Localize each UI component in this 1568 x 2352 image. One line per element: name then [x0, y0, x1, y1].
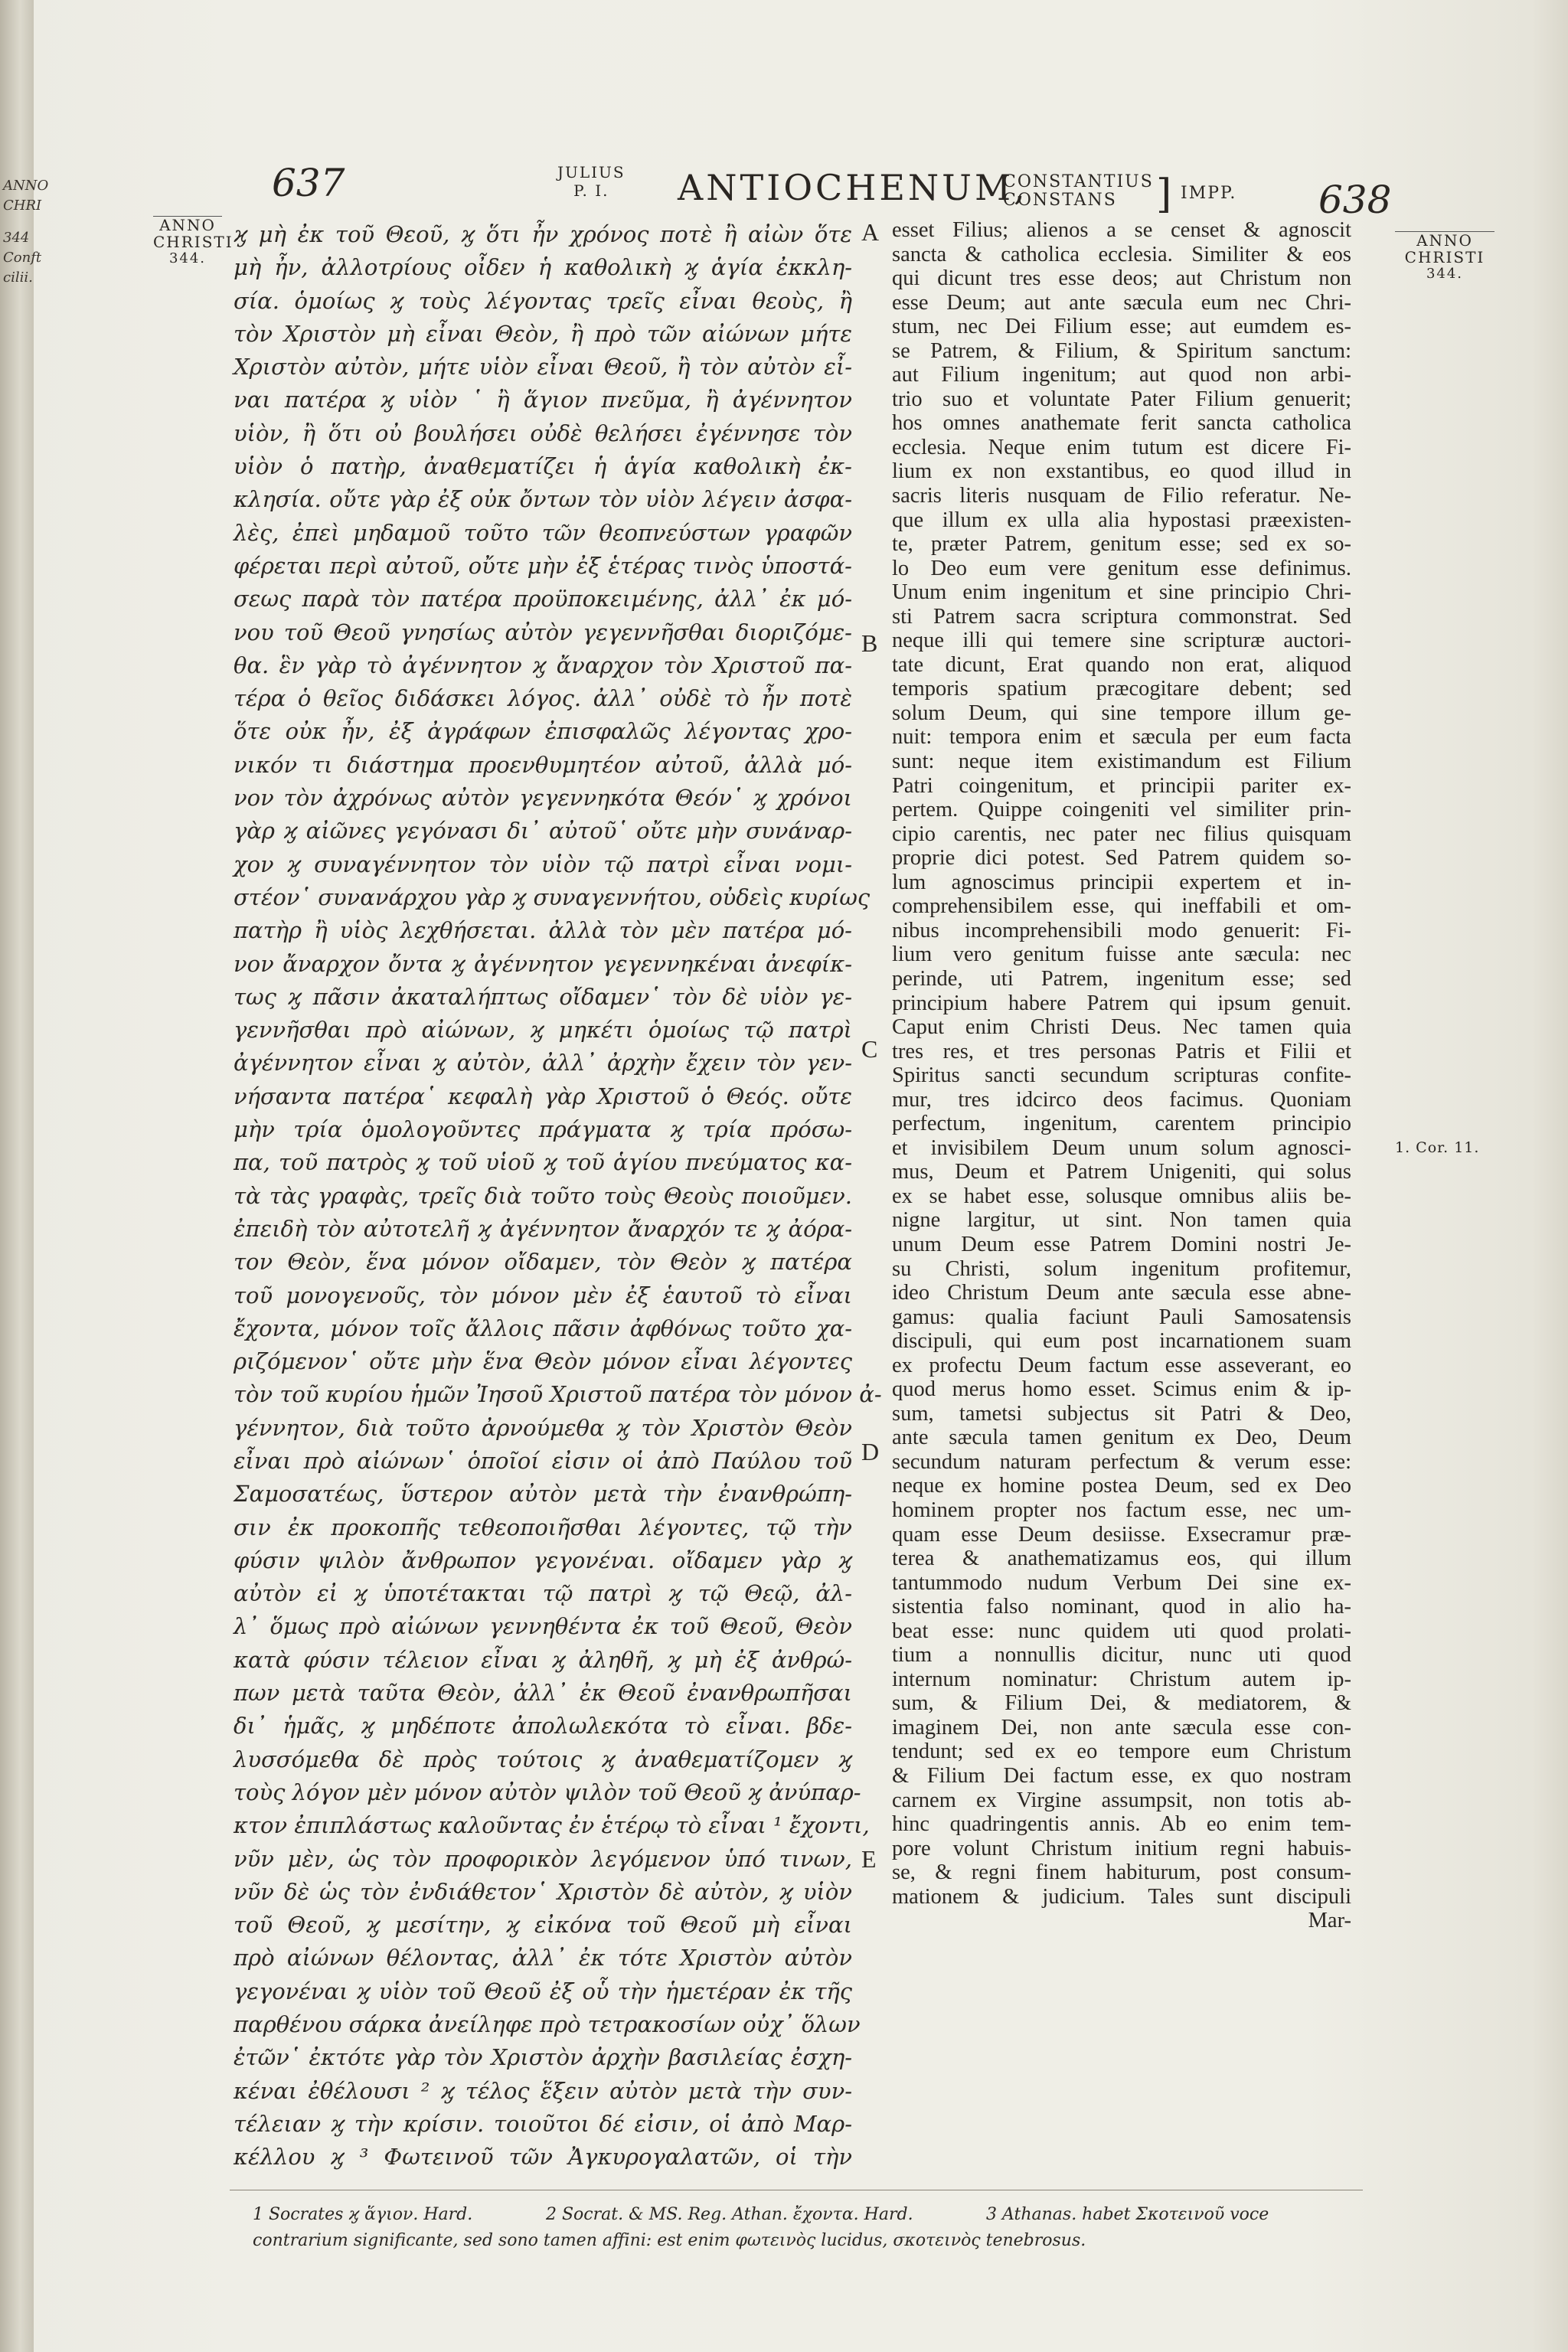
greek-line: τως ϗ πᾶσιν ἀκαταλήπτως οἴδαμεν῾ τὸν δὲ υἱὸν γε- [234, 983, 852, 1010]
latin-line: lum agnoscimus principii expertem et in- [892, 870, 1351, 894]
latin-line: mur, tres idcirco deos facimus. Quoniam [892, 1087, 1351, 1112]
margin-year-value: 344. [168, 250, 207, 266]
latin-line: perfectum, ingenitum, carentem principio [892, 1112, 1351, 1136]
latin-line: stum, nec Dei Filium esse; aut eumdem es- [892, 315, 1351, 339]
greek-line: παρθένου σάρκα ἀνείληφε πρὸ τετρακοσίων οὐχ᾽ ὅλων [234, 2011, 861, 2038]
latin-line: solum Deum, qui sine tempore illum ge- [892, 701, 1351, 725]
latin-line: perinde, uti Patrem, ingenitum esse; sed [892, 966, 1351, 991]
greek-text-column [234, 218, 882, 2174]
greek-line: σιν ἐκ προκοπῆς τεθεοποιῆσθαι λέγοντες, τῷ τὴν [234, 1514, 852, 1540]
greek-line: κλησία. οὔτε γὰρ ἐξ οὐκ ὄντων τὸν υἱὸν λέγειν ἀσφα- [234, 486, 852, 513]
prev-fragment: 344 [3, 230, 30, 246]
greek-line: νῦν δὲ ὡς τὸν ἐνδιάθετον῾ Χριστὸν δὲ αὐτὸν, ϗ υἱὸν [234, 1878, 852, 1905]
greek-line: νῦν μὲν, ὡς τὸν προφορικὸν λεγόμενον ὑπό τινων, [234, 1845, 852, 1872]
latin-line: pore volunt Christum initium regni habuis- [892, 1836, 1351, 1860]
latin-line: sum, & Filium Dei, & mediatorem, & [892, 1691, 1351, 1716]
header-julius-line: JULIUS [557, 163, 626, 181]
previous-page-strip [0, 0, 49, 2352]
latin-line: discipuli, qui eum post incarnationem suam [892, 1329, 1351, 1354]
greek-line: νον τὸν ἀχρόνως αὐτὸν γεγεννηκότα Θεόν῾ ϗ χρόνοι [234, 785, 852, 812]
greek-line: πα, τοῦ πατρὸς ϗ τοῦ υἱοῦ ϗ τοῦ ἁγίου πνεύματος κα- [234, 1149, 852, 1176]
running-title: ANTIOCHENUM, [678, 167, 1028, 208]
latin-line: secundum naturam perfectum & verum esse: [892, 1449, 1351, 1474]
greek-line: φύσιν ψιλὸν ἄνθρωπον γεγονέναι. οἴδαμεν γὰρ ϗ [234, 1547, 852, 1573]
latin-line: sunt: neque item existimandum est Filium [892, 750, 1351, 774]
latin-line: & Filium Dei factum esse, ex quo nostram [892, 1764, 1351, 1788]
greek-line: κέναι ἐθέλουσι ² ϗ τέλος ἕξειν αὐτὸν μετὰ τὴν συν- [234, 2077, 852, 2104]
greek-line: τὰ τὰς γραφὰς, τρεῖς διὰ τοῦτο τοὺς Θεοὺς ποιοῦμεν. [234, 1182, 852, 1209]
latin-line: neque illi qui temere sine scripturæ auctori- [892, 629, 1351, 653]
greek-line: πων μετὰ ταῦτα Θεὸν, ἀλλ᾽ ἐκ Θεοῦ ἐνανθρωπῆσαι [234, 1680, 852, 1707]
latin-line: ante sæcula tamen genitum ex Deo, Deum [892, 1426, 1351, 1450]
latin-line: qui dicunt tres esse deos; aut Christum non [892, 266, 1351, 291]
greek-line: νικόν τι διάστημα προενθυμητέον αὐτοῦ, ἀλλὰ μό- [234, 751, 852, 778]
footnote-2: 2 Socrat. & MS. Reg. Athan. ἔχοντα. Hard. [546, 2205, 913, 2224]
greek-line: κέλλου ϗ ³ Φωτεινοῦ τῶν Ἀγκυρογαλατῶν, οἱ τὴν [234, 2144, 852, 2171]
greek-line: τον Θεὸν, ἕνα μόνον οἴδαμεν, τὸν Θεὸν ϗ πατέρα [234, 1249, 852, 1276]
greek-line: γὰρ ϗ αἰῶνες γεγόνασι δι᾽ αὐτοῦ῾ οὔτε μὴν συνάναρ- [234, 818, 852, 844]
latin-line: nigne largitur, ut sint. Non tamen quia [892, 1208, 1351, 1233]
greek-line: κτον ἐπιπλάστως καλοῦντας ἐν ἑτέρῳ τὸ εἶναι ¹ ἔχοντι, [234, 1812, 870, 1839]
latin-line: imaginem Dei, non ante sæcula esse con- [892, 1715, 1351, 1740]
section-letter-a: A [861, 218, 880, 246]
greek-line: σία. ὁμοίως ϗ τοὺς λέγοντας τρεῖς εἶναι θεοὺς, ἢ [234, 287, 852, 314]
latin-line: hominem propter nos factum esse, nec um- [892, 1498, 1351, 1522]
latin-line: tres res, et tres personas Patris et Filii et [892, 1039, 1351, 1063]
latin-line: sancta & catholica ecclesia. Similiter & eos [892, 242, 1351, 266]
latin-line: unum Deum esse Patrem Domini nostri Je- [892, 1232, 1351, 1256]
latin-line: hos omnes anathemate ferit sancta catholica [892, 411, 1351, 436]
latin-line: comprehensibilem esse, qui ineffabili et om- [892, 894, 1351, 919]
latin-line: internum nominatur: Christum autem ip- [892, 1667, 1351, 1691]
greek-line: τέρα ὁ θεῖος διδάσκει λόγος. ἀλλ᾽ οὐδὲ τὸ ἦν ποτὲ [234, 685, 852, 712]
latin-line: se, & regni finem habiturum, post consum- [892, 1860, 1351, 1885]
greek-line: χον ϗ συναγέννητον τὸν υἱὸν τῷ πατρὶ εἶναι νομι- [234, 851, 852, 877]
greek-line: τέλειαν ϗ τὴν κρίσιν. τοιοῦτοι δέ εἰσιν, οἱ ἀπὸ Μαρ- [234, 2110, 852, 2137]
greek-line: υἱὸν ὁ πατὴρ, ἀναθεματίζει ἡ ἁγία καθολικὴ ἐκ- [234, 453, 852, 480]
greek-line: ϗ μὴ ἐκ τοῦ Θεοῦ, ϗ ὅτι ἦν χρόνος ποτὲ ἢ αἰὼν ὅτε [234, 221, 852, 247]
section-letter-e: E [861, 1845, 877, 1873]
greek-line: σεως παρὰ τὸν πατέρα προϋποκειμένης, ἀλλ᾽ ἐκ μό- [234, 586, 852, 612]
latin-text-column [892, 218, 1351, 1933]
prev-fragment: ANNO [3, 178, 49, 194]
latin-line: sum, tametsi subjectus sit Patri & Deo, [892, 1401, 1351, 1426]
latin-line: esse Deum; aut ante sæcula eum nec Chri- [892, 290, 1351, 315]
latin-line: trio suo et voluntate Pater Filium genuerit; [892, 387, 1351, 411]
footnote-line [253, 2205, 472, 2224]
latin-line: se Patrem, & Filium, & Spiritum sanctum: [892, 338, 1351, 363]
latin-line: pertem. Quippe coingeniti vel similiter prin- [892, 798, 1351, 822]
greek-line: ἀγέννητον εἶναι ϗ αὐτὸν, ἀλλ᾽ ἀρχὴν ἔχειν τὸν γεν- [234, 1050, 852, 1076]
latin-line: principium habere Patrem qui ipsum genuit. [892, 991, 1351, 1015]
latin-line: lium ex non exstantibus, eo quod illud in [892, 459, 1351, 484]
latin-line: Mar- [1308, 1909, 1351, 1933]
footnote-1: 1 Socrates ϗ ἅγιον. Hard. [253, 2205, 473, 2224]
latin-line: que illum ex ulla alia hypostasi præexisten- [892, 508, 1351, 532]
latin-line: quam esse Deum desiisse. Exsecramur præ- [892, 1522, 1351, 1547]
greek-line: ἐπειδὴ τὸν αὐτοτελῆ ϗ ἀγέννητον ἄναρχόν τε ϗ ἀόρα- [234, 1215, 852, 1242]
greek-line: γεννῆσθαι πρὸ αἰώνων, ϗ μηκέτι ὁμοίως τῷ πατρὶ [234, 1017, 852, 1044]
header-impp: IMPP. [1181, 184, 1237, 203]
greek-line: θα. ἓν γὰρ τὸ ἀγέννητον ϗ ἄναρχον τὸν Χριστοῦ πα- [234, 652, 852, 678]
latin-line: terea & anathematizamus eos, qui illum [892, 1547, 1351, 1571]
latin-line: sti Patrem sacra scriptura commonstrat. Sed [892, 604, 1351, 629]
greek-line: νου τοῦ Θεοῦ γνησίως αὐτὸν γεγεννῆσθαι διοριζόμε- [234, 619, 852, 645]
latin-line: su Christi, solum ingenitum profitemur, [892, 1256, 1351, 1281]
header-bracket: ] [1156, 172, 1172, 217]
greek-line: ἔχοντα, μόνον τοῖς ἄλλοις πᾶσιν ἀφθόνως τοῦτο χα- [234, 1315, 852, 1341]
greek-line: εἶναι πρὸ αἰώνων῾ ὁποῖοί εἰσιν οἱ ἀπὸ Παύλου τοῦ [234, 1447, 852, 1474]
latin-line: Unum enim ingenitum et sine principio Chri- [892, 580, 1351, 605]
latin-line: mationem & judicium. Tales sunt discipuli [892, 1884, 1351, 1909]
footnote-3: 3 Athanas. habet Σκοτεινοῦ voce [986, 2205, 1269, 2224]
greek-line: τοῦ Θεοῦ, ϗ μεσίτην, ϗ εἰκόνα τοῦ Θεοῦ μὴ εἶναι [234, 1912, 852, 1939]
greek-line: Χριστὸν αὐτὸν, μήτε υἱὸν εἶναι Θεοῦ, ἢ τὸν αὐτὸν εἶ- [234, 354, 852, 381]
latin-line: ex se habet esse, solusque omnibus aliis be- [892, 1184, 1351, 1208]
latin-line: Spiritus sancti secundum scripturas confite- [892, 1063, 1351, 1088]
greek-line: τοῦ μονογενοῦς, τὸν μόνον μὲν ἐξ ἑαυτοῦ τὸ εἶναι [234, 1282, 852, 1308]
page-number-right: 638 [1318, 178, 1392, 222]
margin-year-right [1395, 231, 1494, 283]
latin-line: sacris literis nusquam de Filio referatur. Ne- [892, 484, 1351, 508]
latin-line: neque ex homine postea Deum, sed ex Deo [892, 1474, 1351, 1498]
footnote-continuation: contrarium significante, sed sono tamen affini: est enim φωτεινὸς lucidus, σκοτεινὸς tenebrosus. [253, 2231, 1086, 2250]
section-letter-c: C [861, 1035, 878, 1063]
greek-line: ὅτε οὐκ ἦν, ἐξ ἀγράφων ἐπισφαλῶς λέγοντας χρο- [234, 718, 852, 745]
latin-line: aut Filium ingenitum; aut quod non arbi- [892, 363, 1351, 387]
margin-year-label: ANNO CHRISTI [1395, 231, 1494, 266]
latin-line: esset Filius; alienos a se censet & agnoscit [892, 218, 1351, 242]
greek-line: δι᾽ ἡμᾶς, ϗ μηδέποτε ἀπολωλεκότα τὸ εἶναι. βδε- [234, 1713, 852, 1740]
greek-line: τὸν Χριστὸν μὴ εἶναι Θεὸν, ἢ πρὸ τῶν αἰώνων μήτε [234, 320, 852, 347]
latin-line: tendunt; sed ex eo tempore eum Christum [892, 1740, 1351, 1764]
greek-line: φέρεται περὶ αὐτοῦ, οὔτε μὴν ἐξ ἑτέρας τινὸς ὑποστά- [234, 552, 852, 579]
greek-line: πρὸ αἰώνων θέλοντας, ἀλλ᾽ ἐκ τότε Χριστὸν αὐτὸν [234, 1945, 852, 1971]
latin-line: tantummodo nudum Verbum Dei sine ex- [892, 1570, 1351, 1595]
latin-line: proprie dici potest. Sed Patrem quidem so- [892, 846, 1351, 871]
latin-line: cipio carentis, nec pater nec filius quisquam [892, 822, 1351, 846]
header-julius [557, 163, 626, 200]
latin-line: Caput enim Christi Deus. Nec tamen quia [892, 1015, 1351, 1040]
greek-line: αὐτὸν εἰ ϗ ὑποτέτακται τῷ πατρὶ ϗ τῷ Θεῷ, ἀλ- [234, 1580, 852, 1607]
greek-line: ριζόμενον῾ οὔτε μὴν ἕνα Θεὸν μόνον εἶναι λέγοντες [234, 1348, 852, 1375]
greek-line: γεγονέναι ϗ υἱὸν τοῦ Θεοῦ ἐξ οὗ τὴν ἡμετέραν ἐκ τῆς [234, 1978, 852, 2004]
latin-line: beat esse: nunc quidem uti quod prolati- [892, 1619, 1351, 1643]
greek-line: τοὺς λόγον μὲν μόνον αὐτὸν ψιλὸν τοῦ Θεοῦ ϗ ἀνύπαρ- [234, 1779, 861, 1805]
greek-line: Σαμοσατέως, ὕστερον αὐτὸν μετὰ τὴν ἐνανθρώπη- [234, 1481, 852, 1508]
latin-line: Patri coingenitum, et principii pariter ex- [892, 773, 1351, 798]
latin-line: ex profectu Deum factum esse asseverant, eo [892, 1353, 1351, 1377]
section-letter-d: D [861, 1438, 880, 1465]
latin-line: nuit: tempora enim et sæcula per eum facta [892, 725, 1351, 750]
latin-line: lium vero genitum fuisse ante sæcula: nec [892, 942, 1351, 967]
latin-line: et invisibilem Deum unum solum agnosci- [892, 1135, 1351, 1160]
section-letter-b: B [861, 629, 878, 657]
greek-line: μὴν τρία ὁμολογοῦντες πράγματα ϗ τρία πρόσω- [234, 1116, 852, 1143]
greek-line: τὸν τοῦ κυρίου ἡμῶν Ἰησοῦ Χριστοῦ πατέρα τὸν μόνον ἀ- [234, 1381, 882, 1408]
greek-line: κατὰ φύσιν τέλειον εἶναι ϗ ἀληθῆ, ϗ μὴ ἐξ ἀνθρώ- [234, 1646, 852, 1673]
header-emperor-line: CONSTANTIUS [1003, 172, 1154, 191]
greek-line: ἐτῶν῾ ἐκτότε γὰρ τὸν Χριστὸν ἀρχὴν βασιλείας ἐσχη- [234, 2044, 852, 2071]
greek-line: νον ἄναρχον ὄντα ϗ ἀγέννητον γεγεννηκέναι ἀνεφίκ- [234, 950, 852, 977]
latin-line: te, præter Patrem, genitum esse; sed ex so- [892, 532, 1351, 557]
latin-line: nibus incomprehensibili modo genuerit: Fi- [892, 918, 1351, 942]
greek-line: στέον῾ συνανάρχου γὰρ ϗ συναγεννήτου, οὐδεὶς κυρίως [234, 884, 871, 910]
page-number-left: 637 [272, 161, 345, 205]
greek-line: ναι πατέρα ϗ υἱὸν ῾ ἢ ἅγιον πνεῦμα, ἢ ἀγέννητον [234, 387, 852, 413]
greek-line: λὲς, ἐπεὶ μηδαμοῦ τοῦτο τῶν θεοπνεύστων γραφῶν [234, 519, 852, 546]
latin-line: tium a nonnullis dicitur, nunc uti quod [892, 1643, 1351, 1668]
latin-line: mus, Deum et Patrem Unigeniti, qui solus [892, 1160, 1351, 1184]
greek-line: λυσσόμεθα δὲ πρὸς τούτοις ϗ ἀναθεματίζομεν ϗ [234, 1746, 852, 1772]
margin-year-left [153, 216, 234, 267]
prev-fragment: cilii. [3, 270, 33, 286]
latin-line: carnem ex Virgine assumpsit, non totis ab- [892, 1788, 1351, 1812]
margin-scripture-reference: 1. Cor. 11. [1395, 1139, 1480, 1156]
greek-line: πατὴρ ἢ υἱὸς λεχθήσεται. ἀλλὰ τὸν μὲν πατέρα μό- [234, 917, 852, 944]
latin-line: ideo Christum Deum ante sæcula esse abne- [892, 1281, 1351, 1305]
latin-line: ecclesia. Neque enim tutum est dicere Fi- [892, 435, 1351, 459]
greek-line: μὴ ἦν, ἀλλοτρίους οἶδεν ἡ καθολικὴ ϗ ἁγία ἐκκλη- [234, 254, 852, 281]
latin-line: temporis spatium præcogitare debent; sed [892, 677, 1351, 701]
latin-line: gamus: qualia faciunt Pauli Samosatensis [892, 1305, 1351, 1329]
header-emperors [1003, 173, 1154, 210]
margin-year-value: 344. [1426, 266, 1464, 282]
latin-line: hinc quadringentis annis. Ab eo enim tem- [892, 1812, 1351, 1837]
latin-line: sistentia falso nominant, quod in alio ha- [892, 1595, 1351, 1619]
greek-line: λ᾽ ὅμως πρὸ αἰώνων γεννηθέντα ἐκ τοῦ Θεοῦ, Θεὸν [234, 1613, 852, 1640]
greek-line: υἱὸν, ἢ ὅτι οὐ βουλήσει οὐδὲ θελήσει ἐγέννησε τὸν [234, 420, 852, 446]
header-emperor-line: CONSTANS [1003, 191, 1117, 210]
greek-line: γέννητον, διὰ τοῦτο ἀρνούμεθα ϗ τὸν Χριστὸν Θεὸν [234, 1414, 852, 1441]
latin-line: quod merus homo esset. Scimus enim & ip- [892, 1377, 1351, 1402]
margin-year-label: ANNO CHRISTI [153, 216, 234, 251]
prev-fragment: CHRI [3, 198, 42, 214]
header-julius-line: P. I. [573, 181, 609, 200]
latin-line: lo Deo eum vere genitum esse definimus. [892, 556, 1351, 580]
latin-line: tate dicunt, Erat quando non erat, aliquod [892, 652, 1351, 677]
greek-line: νήσαντα πατέρα῾ κεφαλὴ γὰρ Χριστοῦ ὁ Θεός. οὔτε [234, 1083, 852, 1109]
prev-fragment: Conft [3, 250, 42, 266]
